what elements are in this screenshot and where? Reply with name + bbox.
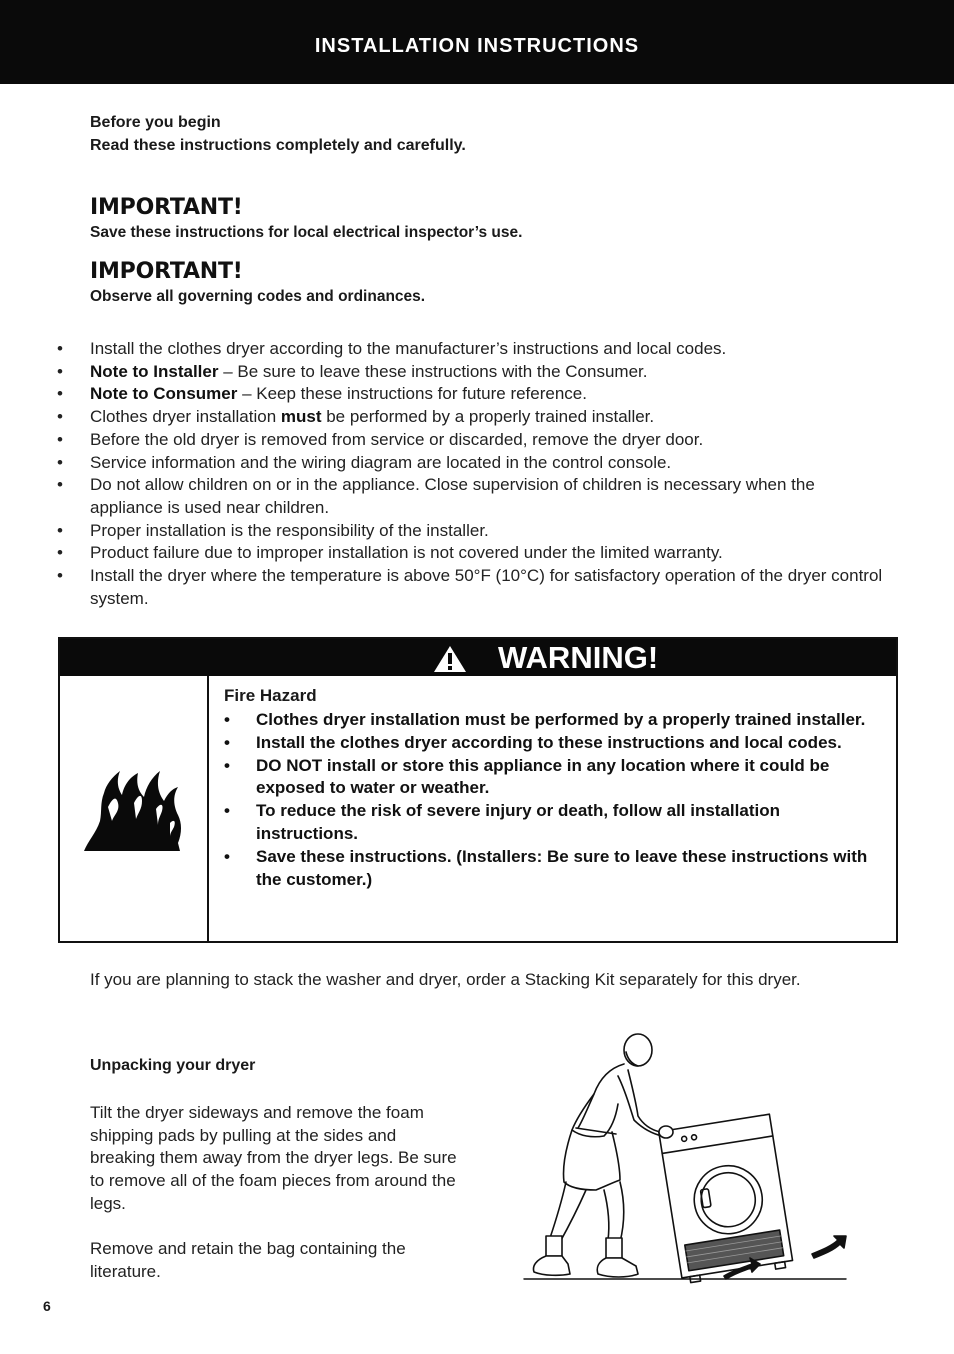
list-item: • DO NOT install or store this appliance in any location where it could be exposed to water or weather. <box>224 755 830 798</box>
unpacking-paragraph: Tilt the dryer sideways and remove the foam shipping pads by pulling at the sides and breaking them away from the dryer legs. Be sure to remove all of the foam pieces from around the legs. <box>90 1103 457 1213</box>
list-item: • Note to Consumer – Keep these instructions for future reference. <box>0 383 890 406</box>
bullet-dot: • <box>57 543 63 563</box>
before-you-begin-text: Read these instructions completely and carefully. <box>90 137 466 154</box>
fire-hazard-heading: Fire Hazard <box>224 686 317 705</box>
bullet-dot: • <box>224 710 230 729</box>
important-heading-2: IMPORTANT! <box>90 259 243 284</box>
important-heading-1: IMPORTANT! <box>90 195 243 220</box>
list-item: • Install the clothes dryer according to the manufacturer’s instructions and local codes. <box>0 338 890 361</box>
bullet-dot: • <box>224 801 230 821</box>
header-bar <box>0 0 954 84</box>
bullet-dot: • <box>57 339 63 358</box>
important-text-1: Save these instructions for local electrical inspector’s use. <box>90 224 523 241</box>
bullet-dot: • <box>57 520 63 540</box>
list-item: • Before the old dryer is removed from service or discarded, remove the dryer door. <box>0 429 890 452</box>
warning-box <box>58 637 898 943</box>
bullet-dot: • <box>57 475 63 495</box>
list-item: • Service information and the wiring diagram are located in the control console. <box>0 452 890 475</box>
list-item: • Install the dryer where the temperature is above 50°F (10°C) for satisfactory operation of the dryer control system. <box>57 566 883 608</box>
warning-list <box>224 709 884 891</box>
list-item: • To reduce the risk of severe injury or death, follow all installation instructions. <box>224 801 780 843</box>
important-text-2: Observe all governing codes and ordinances. <box>90 288 426 305</box>
warning-title: WARNING! <box>498 640 659 675</box>
bullet-dot: • <box>224 846 230 866</box>
lift-arrow-right-icon <box>812 1236 846 1258</box>
installation-bullet-list <box>0 338 954 610</box>
bullet-dot: • <box>57 429 63 449</box>
bullet-dot: • <box>57 407 63 427</box>
page-number: 6 <box>43 1298 51 1314</box>
unpacking-heading: Unpacking your dryer <box>90 1057 256 1074</box>
bullet-dot: • <box>57 566 63 586</box>
warning-divider <box>207 676 209 943</box>
retain-literature-paragraph: Remove and retain the bag containing the literature. <box>90 1239 406 1281</box>
stacking-kit-text: If you are planning to stack the washer and dryer, order a Stacking Kit separately for this dryer. <box>90 970 801 989</box>
list-item: • Note to Installer – Be sure to leave these instructions with the Consumer. <box>0 361 890 384</box>
warning-triangle-icon <box>433 645 467 673</box>
person-illustration <box>534 1034 674 1277</box>
list-item: • Product failure due to improper installation is not covered under the limited warranty. <box>0 542 890 565</box>
tilting-dryer-illustration <box>520 1030 850 1285</box>
list-item: • Clothes dryer installation must be performed by a properly trained installer. <box>0 406 890 429</box>
list-item: • Proper installation is the responsibility of the installer. <box>0 520 890 543</box>
bullet-dot: • <box>224 755 230 775</box>
bullet-dot: • <box>57 361 63 381</box>
list-item: • Clothes dryer installation must be performed by a properly trained installer. <box>224 709 884 732</box>
before-you-begin-heading: Before you begin <box>90 114 221 131</box>
bullet-dot: • <box>224 732 230 752</box>
dryer-illustration <box>659 1114 794 1284</box>
list-item: • Do not allow children on or in the appliance. Close supervision of children is necessary when the appliance is used near children. <box>57 475 815 517</box>
flame-icon <box>82 763 186 853</box>
list-item: • Save these instructions. (Installers: Be sure to leave these instructions with the customer.) <box>224 846 868 889</box>
bullet-dot: • <box>57 452 63 472</box>
page-header-title: INSTALLATION INSTRUCTIONS <box>314 35 640 57</box>
warning-header <box>60 639 896 676</box>
list-item: • Install the clothes dryer according to these instructions and local codes. <box>224 732 884 755</box>
bullet-dot: • <box>57 384 63 404</box>
